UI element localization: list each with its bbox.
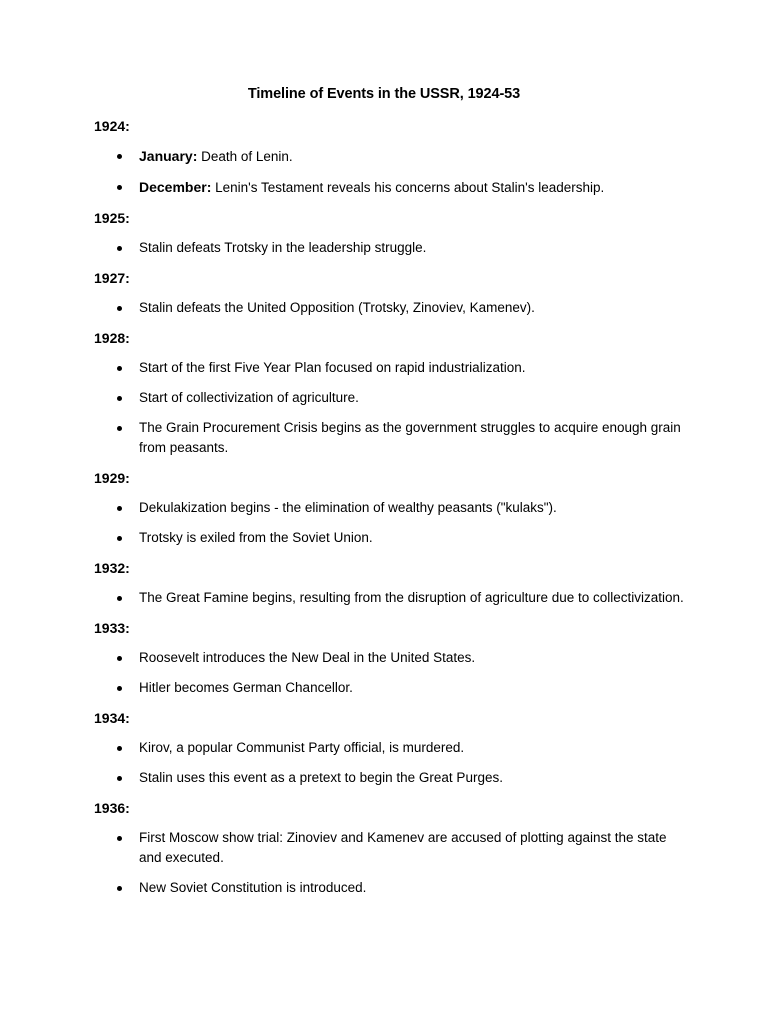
year-heading: 1925: [94, 210, 130, 226]
event-item [94, 528, 684, 548]
event-text: Stalin defeats Trotsky in the leadership struggle. [139, 240, 427, 255]
event-item [94, 146, 684, 167]
event-item [94, 388, 684, 408]
event-item [94, 298, 684, 318]
year-heading: 1932: [94, 560, 130, 576]
event-list [94, 828, 684, 898]
year-heading: 1929: [94, 470, 130, 486]
event-item [94, 828, 684, 868]
event-item [94, 418, 684, 458]
event-item [94, 588, 684, 608]
event-item [94, 498, 684, 518]
document-title: Timeline of Events in the USSR, 1924-53 [247, 86, 521, 102]
event-list [94, 146, 684, 198]
event-list [94, 648, 684, 698]
event-text: Dekulakization begins - the elimination of wealthy peasants ("kulaks"). [139, 500, 557, 515]
event-text: First Moscow show trial: Zinoviev and Kamenev are accused of plotting against the state and executed. [139, 830, 671, 865]
event-text: Stalin defeats the United Opposition (Trotsky, Zinoviev, Kamenev). [139, 300, 535, 315]
year-heading: 1927: [94, 270, 130, 286]
event-text: Kirov, a popular Communist Party official, is murdered. [139, 740, 465, 755]
event-text: Lenin's Testament reveals his concerns about Stalin's leadership. [211, 180, 605, 195]
event-list [94, 358, 684, 458]
event-item [94, 738, 684, 758]
event-item [94, 358, 684, 378]
event-item [94, 678, 684, 698]
event-month: January: [139, 148, 198, 164]
event-item [94, 177, 684, 198]
event-list [94, 298, 684, 318]
event-text: Death of Lenin. [197, 149, 293, 164]
event-list [94, 738, 684, 788]
timeline [94, 116, 684, 898]
event-item [94, 878, 684, 898]
event-text: Stalin uses this event as a pretext to begin the Great Purges. [139, 770, 503, 785]
year-heading: 1934: [94, 710, 130, 726]
event-text: Hitler becomes German Chancellor. [139, 680, 353, 695]
year-heading: 1924: [94, 118, 130, 134]
event-list [94, 238, 684, 258]
event-month: December: [139, 179, 212, 195]
event-item [94, 648, 684, 668]
year-heading: 1936: [94, 800, 130, 816]
event-text: Trotsky is exiled from the Soviet Union. [139, 530, 373, 545]
event-text: The Great Famine begins, resulting from the disruption of agriculture due to collectivization. [139, 590, 684, 605]
event-item [94, 768, 684, 788]
event-text: The Grain Procurement Crisis begins as the government struggles to acquire enough grain from peasants. [139, 420, 685, 455]
event-text: Start of the first Five Year Plan focused on rapid industrialization. [139, 360, 526, 375]
event-text: New Soviet Constitution is introduced. [139, 880, 367, 895]
year-heading: 1928: [94, 330, 130, 346]
event-list [94, 588, 684, 608]
event-text: Roosevelt introduces the New Deal in the United States. [139, 650, 476, 665]
event-list [94, 498, 684, 548]
event-text: Start of collectivization of agriculture. [139, 390, 359, 405]
year-heading: 1933: [94, 620, 130, 636]
event-item [94, 238, 684, 258]
